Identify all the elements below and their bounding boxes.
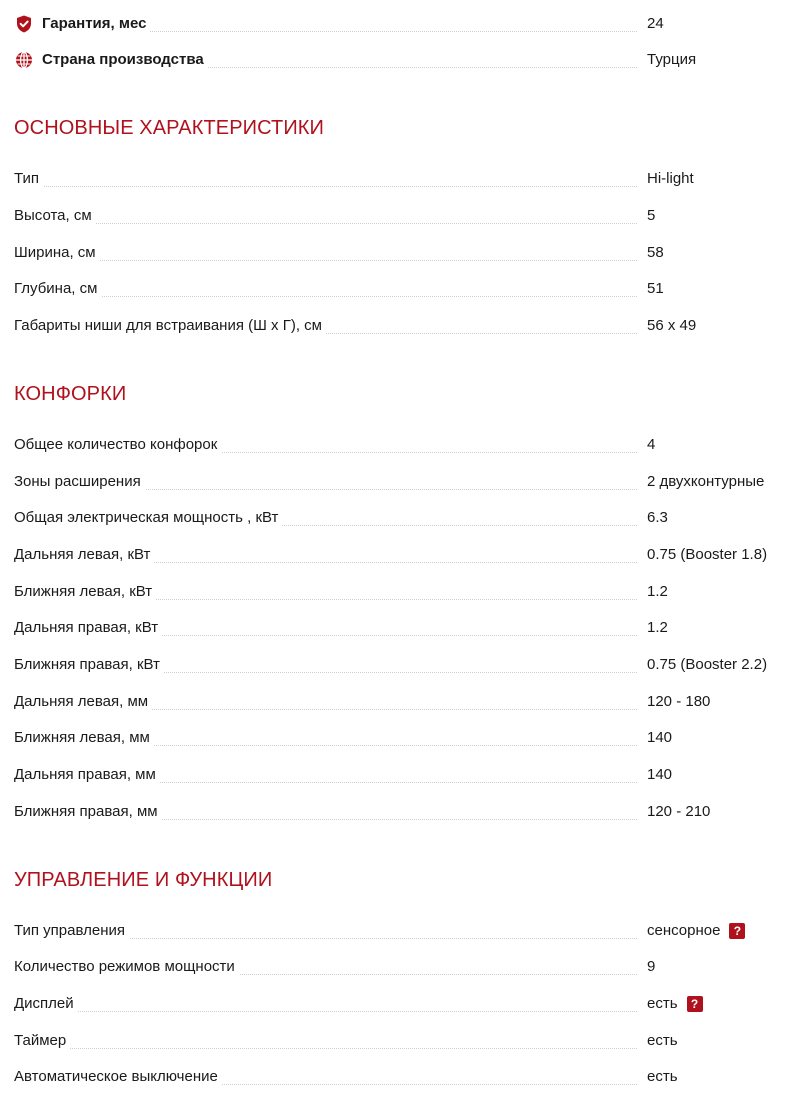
spec-label: Общее количество конфорок: [14, 436, 221, 453]
spec-label: Дальняя правая, мм: [14, 766, 160, 783]
spec-row: [14, 472, 789, 494]
spec-row-country: [14, 50, 789, 72]
spec-label: Автоматическое выключение: [14, 1068, 222, 1085]
spec-row: [14, 1031, 789, 1053]
spec-row: [14, 655, 789, 677]
spec-label: Глубина, см: [14, 280, 101, 297]
spec-row: [14, 692, 789, 714]
spec-row: [14, 921, 789, 943]
spec-label: Дальняя левая, кВт: [14, 546, 154, 563]
spec-label: Ближняя левая, мм: [14, 729, 154, 746]
spec-row: [14, 802, 789, 824]
help-icon[interactable]: ?: [729, 923, 745, 939]
spec-value: Турция: [647, 51, 697, 68]
dotted-leader: [14, 1011, 637, 1012]
spec-value: 120 - 210: [647, 803, 711, 820]
spec-row: [14, 435, 789, 457]
spec-label: Высота, см: [14, 207, 96, 224]
spec-row: [14, 582, 789, 604]
spec-row: [14, 994, 789, 1016]
spec-label: Ближняя правая, мм: [14, 803, 162, 820]
spec-row: [14, 957, 789, 979]
dotted-leader: [14, 1048, 637, 1049]
spec-row-warranty: [14, 14, 789, 36]
spec-row: [14, 279, 789, 301]
spec-label: Дальняя правая, кВт: [14, 619, 162, 636]
spec-value: 6.3: [647, 509, 668, 526]
spec-value: есть: [647, 1032, 678, 1049]
spec-label: Дисплей: [14, 995, 78, 1012]
dotted-leader: [14, 296, 637, 297]
spec-value: 24: [647, 15, 664, 32]
spec-value-text: сенсорное: [647, 922, 721, 939]
spec-value: 1.2: [647, 583, 668, 600]
spec-label: Ширина, см: [14, 244, 100, 261]
section-heading-control: УПРАВЛЕНИЕ И ФУНКЦИИ: [14, 869, 273, 891]
spec-row: [14, 1067, 789, 1089]
spec-label: Зоны расширения: [14, 473, 145, 490]
spec-value: 58: [647, 244, 664, 261]
spec-value: 4: [647, 436, 656, 453]
spec-value: 9: [647, 958, 656, 975]
spec-label: Ближняя левая, кВт: [14, 583, 156, 600]
spec-label: Гарантия, мес: [42, 15, 150, 32]
spec-value: есть: [647, 1068, 678, 1085]
spec-label: Общая электрическая мощность , кВт: [14, 509, 282, 526]
spec-value: 2 двухконтурные: [647, 473, 765, 490]
spec-label: Дальняя левая, мм: [14, 693, 152, 710]
spec-value: 140: [647, 729, 673, 746]
spec-label: Габариты ниши для встраивания (Ш х Г), см: [14, 317, 326, 334]
section-heading-main: ОСНОВНЫЕ ХАРАКТЕРИСТИКИ: [14, 117, 325, 139]
spec-value: Hi-light: [647, 170, 694, 187]
section-heading-burners: КОНФОРКИ: [14, 383, 127, 405]
globe-icon: [14, 50, 34, 70]
dotted-leader: [14, 223, 637, 224]
spec-label: Количество режимов мощности: [14, 958, 239, 975]
spec-row: [14, 508, 789, 530]
spec-row: [14, 728, 789, 750]
spec-value: 5: [647, 207, 656, 224]
spec-value: 56 x 49: [647, 317, 697, 334]
spec-value: 140: [647, 766, 673, 783]
spec-value: 0.75 (Booster 1.8): [647, 546, 768, 563]
help-icon[interactable]: ?: [687, 996, 703, 1012]
spec-value: 0.75 (Booster 2.2): [647, 656, 768, 673]
spec-label: Тип: [14, 170, 43, 187]
spec-value: [647, 922, 745, 939]
spec-row: [14, 618, 789, 640]
spec-value: 120 - 180: [647, 693, 711, 710]
spec-label: Страна производства: [42, 51, 208, 68]
spec-label: Ближняя правая, кВт: [14, 656, 164, 673]
spec-row: [14, 316, 789, 338]
spec-value: 51: [647, 280, 664, 297]
spec-row: [14, 243, 789, 265]
spec-row: [14, 206, 789, 228]
dotted-leader: [14, 260, 637, 261]
spec-row: [14, 765, 789, 787]
dotted-leader: [14, 186, 637, 187]
spec-row: [14, 169, 789, 191]
spec-value-text: есть: [647, 995, 678, 1012]
spec-row: [14, 545, 789, 567]
spec-value: [647, 995, 703, 1012]
spec-label: Тип управления: [14, 922, 129, 939]
spec-value: 1.2: [647, 619, 668, 636]
shield-check-icon: [14, 14, 34, 34]
spec-label: Таймер: [14, 1032, 70, 1049]
